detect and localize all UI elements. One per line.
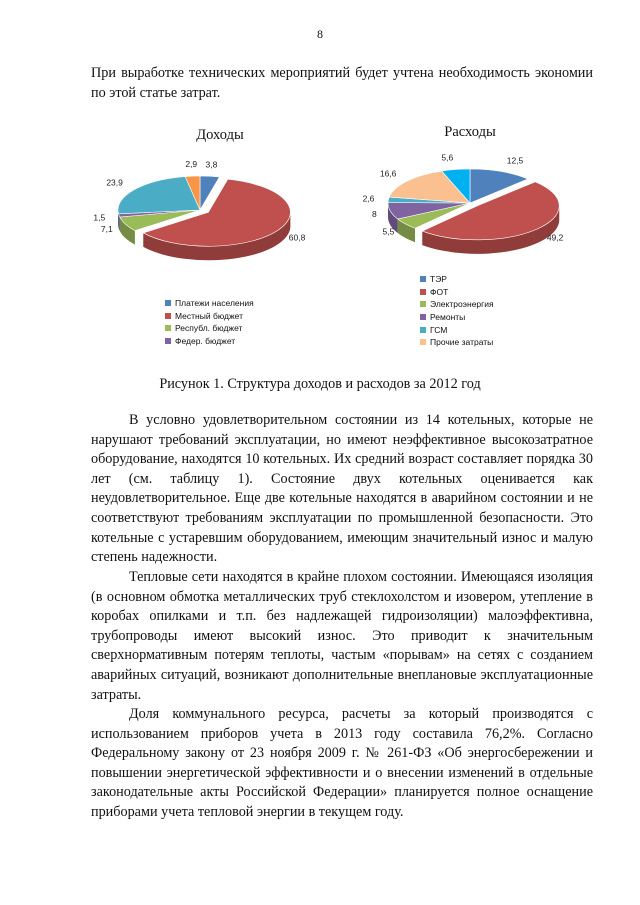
legend-label: Электроэнергия [430,299,494,310]
legend-item-gsm [420,323,494,336]
body-paragraph-1: В условно удовлетворительном состоянии из 14 котельных, которые не нарушают требований эксплуатации, но имеют неэффективное высокозатратное оборудование, находятся 10 котельных. Их средний возраст составляет порядка 30 лет (см. таблицу 1). Состояние двух котельных оценивается как неудовлетворительное. Еще две котельные находятся в аварийном состоянии и не соответствуют требованиям эксплуатации по промышленной безопасности. Это котельные с устаревшим оборудованием, имеющим значительный износ и малую степень надежности. [91,412,593,566]
income-legend [165,297,254,347]
legend-swatch [165,325,171,331]
pie-data-label: 1,5 [93,212,106,223]
intro-paragraph: При выработке технических мероприятий будет учтена необходимость экономии по этой статье затрат. [91,65,593,101]
pie-data-label: 49,2 [546,232,564,243]
expense-legend [420,273,494,349]
pie-data-label: 8 [371,208,377,219]
pie-data-label: 7,1 [100,224,113,235]
legend-swatch [165,300,171,306]
expense-pie-chart [345,145,595,265]
pie-data-label: 5,5 [382,226,395,237]
body-paragraph-3: Доля коммунального ресурса, расчеты за который производятся с использованием приборов учета в 2013 году составила 76,2%. Согласно Федеральному закону от 23 ноября 2009 г. № 261-ФЗ «Об энергосбережении и повышении энергетической эффективности и о внесении изменений в отдельные законодательные акты Российской Федерации» планируется полное оснащение приборами учета тепловой энергии в текущем году. [91,706,593,820]
legend-item-ter [420,273,494,286]
legend-label: Ремонты [430,312,466,323]
pie-data-label: 60,8 [288,232,306,243]
legend-item-respubl [165,322,254,335]
pie-data-label: 2,6 [362,193,375,204]
legend-swatch [420,327,426,333]
body-paragraph-2: Тепловые сети находятся в крайне плохом состоянии. Имеющаяся изоляция (в основном обмотка металлических труб стеклохолстом и изовером, утепление в коробах опилками и т.п. без надлежащей гидроизоляции) малоэффективна, трубопроводы имеют высокий износ. Это приводит к значительным сверхнормативным потерям теплоты, частым «порывам» на сетях с созданием аварийных ситуаций, возникают дополнительные внеплановые эксплуатационные затраты. [91,569,593,703]
legend-label: Прочие затраты [430,337,494,348]
legend-label: Местный бюджет [175,310,243,321]
legend-label: Федер. бюджет [175,336,236,347]
income-pie-chart [90,150,340,280]
legend-label: Платежи населения [175,298,254,309]
income-chart-title: Доходы [196,127,244,143]
legend-swatch [420,301,426,307]
legend-item-prochie [420,336,494,349]
legend-item-fot [420,286,494,299]
page-number: 8 [317,27,323,41]
pie-data-label: 12,5 [506,155,524,166]
legend-label: ТЭР [430,274,447,285]
legend-item-remonty [420,311,494,324]
legend-label: ФОТ [430,286,449,297]
expense-chart-title: Расходы [444,124,496,140]
legend-item-feder [165,335,254,348]
legend-item-platezhi [165,297,254,310]
legend-item-mestny [165,310,254,323]
pie-data-label: 5,6 [441,152,454,163]
pie-data-label: 23,9 [106,177,123,188]
pie-data-label: 16,6 [379,168,397,179]
legend-swatch [420,339,426,345]
legend-swatch [420,289,426,295]
legend-label: Республ. бюджет [175,323,243,334]
legend-swatch [165,338,171,344]
pie-data-label: 2,9 [185,159,198,170]
pie-data-label: 3,8 [205,159,218,170]
legend-label: ГСМ [430,324,448,335]
legend-swatch [165,313,171,319]
legend-swatch [420,314,426,320]
figure-caption: Рисунок 1. Структура доходов и расходов за 2012 год [159,376,481,392]
legend-item-elektro [420,298,494,311]
legend-swatch [420,276,426,282]
